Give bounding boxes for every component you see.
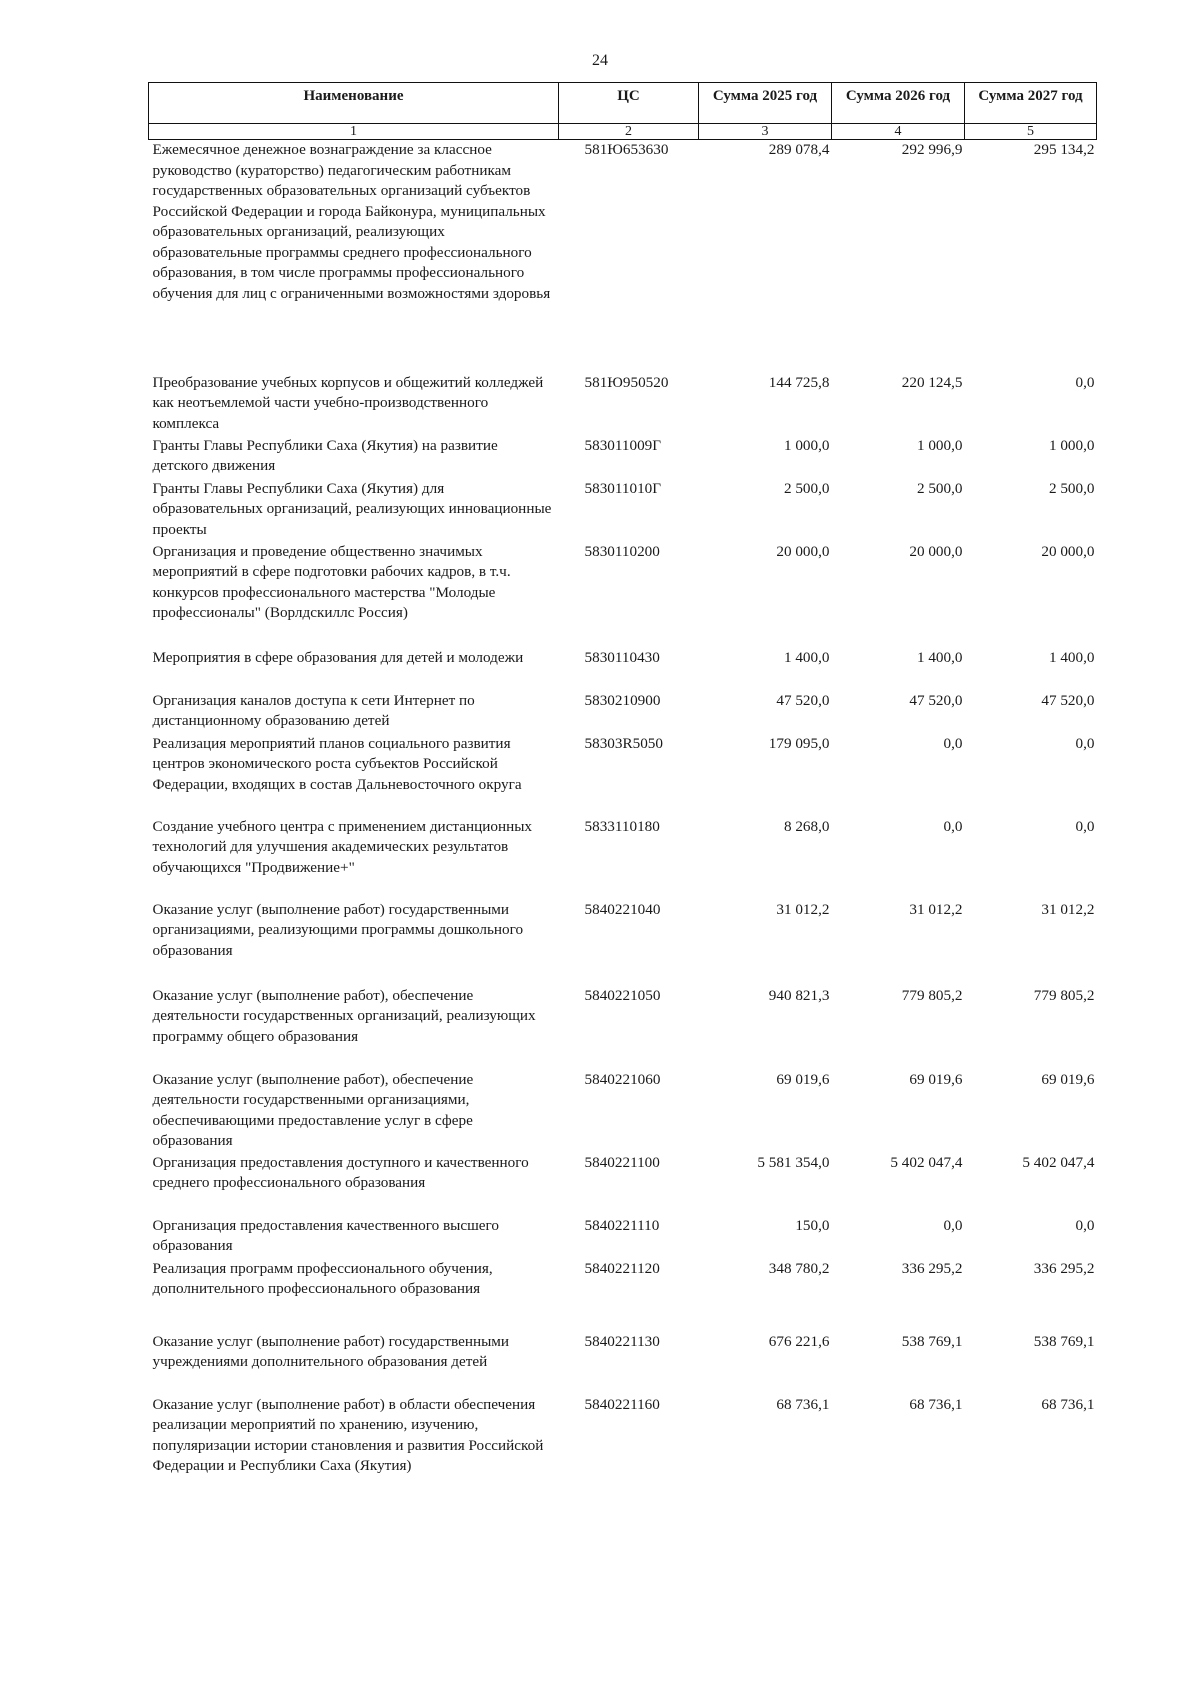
row-code: 5840221060	[584, 1070, 661, 1088]
row-sum-2026: 20 000,0	[909, 542, 963, 560]
row-code: 58303R5050	[584, 734, 663, 752]
row-sum-2025: 8 268,0	[783, 817, 830, 835]
row-sum-2025: 940 821,3	[768, 986, 830, 1004]
table-row	[149, 986, 1097, 1070]
table-row	[149, 1070, 1097, 1153]
row-name: Гранты Главы Республики Саха (Якутия) для образовательных организаций, реализующих инновационные проекты	[152, 479, 552, 538]
row-sum-2025: 179 095,0	[768, 734, 830, 752]
row-sum-2026: 779 805,2	[901, 986, 963, 1004]
table-row	[149, 542, 1097, 648]
column-number: 4	[832, 124, 965, 140]
row-name: Оказание услуг (выполнение работ), обеспечение деятельности государственными организациями, обеспечивающими предоставление услуг в сфере образования	[152, 1070, 474, 1149]
row-code: 5840221100	[584, 1153, 660, 1171]
column-number: 2	[559, 124, 699, 140]
row-sum-2025: 144 725,8	[768, 373, 830, 391]
row-sum-2027: 295 134,2	[1033, 141, 1095, 158]
row-name: Организация каналов доступа к сети Интернет по дистанционному образованию детей	[152, 691, 475, 729]
header-row	[149, 83, 1097, 124]
row-sum-2026: 31 012,2	[909, 900, 963, 918]
row-sum-2027: 336 295,2	[1033, 1259, 1095, 1277]
row-code: 583011009Г	[584, 436, 662, 454]
row-sum-2025: 150,0	[795, 1216, 830, 1234]
table-row	[149, 1332, 1097, 1395]
row-code: 5830110200	[584, 542, 660, 560]
row-sum-2026: 1 000,0	[916, 436, 963, 454]
row-code: 5840221050	[584, 986, 661, 1004]
row-sum-2027: 69 019,6	[1041, 1070, 1095, 1088]
column-number: 1	[149, 124, 559, 140]
row-name: Реализация программ профессионального обучения, дополнительного профессионального образования	[152, 1259, 493, 1297]
row-sum-2027: 2 500,0	[1048, 479, 1095, 497]
column-number-row	[149, 124, 1097, 140]
header-sum-2026: Сумма 2026 год	[832, 83, 965, 124]
row-sum-2027: 779 805,2	[1033, 986, 1095, 1004]
row-code: 5840221040	[584, 900, 661, 918]
row-name: Оказание услуг (выполнение работ), обеспечение деятельности государственных организаций, реализующих программу общего образования	[152, 986, 536, 1045]
row-sum-2027: 47 520,0	[1041, 691, 1095, 709]
row-sum-2026: 336 295,2	[901, 1259, 963, 1277]
table-row	[149, 817, 1097, 900]
row-name: Оказание услуг (выполнение работ) государственными учреждениями дополнительного образования детей	[152, 1332, 510, 1370]
row-sum-2025: 69 019,6	[776, 1070, 830, 1088]
row-code: 5830110430	[584, 648, 660, 666]
row-name: Организация и проведение общественно значимых мероприятий в сфере подготовки рабочих кадров, в т.ч. конкурсов профессионального мастерства "Молодые профессионалы" (Ворлдскиллс Россия)	[152, 542, 511, 621]
row-name: Преобразование учебных корпусов и общежитий колледжей как неотъемлемой части учебно-производственного комплекса	[152, 373, 544, 432]
row-sum-2025: 2 500,0	[783, 479, 830, 497]
row-sum-2025: 1 400,0	[783, 648, 830, 666]
table-row	[149, 140, 1097, 373]
row-sum-2027: 1 400,0	[1048, 648, 1095, 666]
row-name: Организация предоставления качественного высшего образования	[152, 1216, 499, 1254]
row-name: Оказание услуг (выполнение работ) государственными организациями, реализующими программы дошкольного образования	[152, 900, 524, 959]
header-cs: ЦС	[559, 83, 699, 124]
header-sum-2027: Сумма 2027 год	[965, 83, 1097, 124]
header-sum-2025: Сумма 2025 год	[699, 83, 832, 124]
table-row	[149, 734, 1097, 817]
row-sum-2026: 1 400,0	[916, 648, 963, 666]
row-name: Оказание услуг (выполнение работ) в области обеспечения реализации мероприятий по хранению, изучению, популяризации истории становления и развития Российской Федерации и Республики Саха (Якутия)	[152, 1395, 544, 1474]
row-sum-2027: 0,0	[1075, 373, 1095, 391]
row-name: Мероприятия в сфере образования для детей и молодежи	[152, 648, 524, 666]
table-row	[149, 1259, 1097, 1332]
row-sum-2025: 289 078,4	[768, 141, 830, 158]
row-sum-2026: 220 124,5	[901, 373, 963, 391]
row-sum-2025: 47 520,0	[776, 691, 830, 709]
table-row	[149, 900, 1097, 986]
row-sum-2027: 31 012,2	[1041, 900, 1095, 918]
row-sum-2026: 69 019,6	[909, 1070, 963, 1088]
column-number: 5	[965, 124, 1097, 140]
row-code: 5833110180	[584, 817, 660, 835]
table-row	[149, 1395, 1097, 1498]
row-sum-2025: 348 780,2	[768, 1259, 830, 1277]
row-sum-2026: 47 520,0	[909, 691, 963, 709]
row-code: 5840221130	[584, 1332, 660, 1350]
row-name: Реализация мероприятий планов социального развития центров экономического роста субъектов Российской Федерации, входящих в состав Дальневосточного округа	[152, 734, 522, 793]
row-sum-2027: 0,0	[1075, 817, 1095, 835]
table-row	[149, 373, 1097, 436]
row-sum-2025: 68 736,1	[776, 1395, 830, 1413]
row-sum-2026: 68 736,1	[909, 1395, 963, 1413]
row-sum-2025: 1 000,0	[783, 436, 830, 454]
row-code: 5840221160	[584, 1395, 660, 1413]
page-number: 24	[592, 52, 608, 69]
row-sum-2027: 68 736,1	[1041, 1395, 1095, 1413]
table-row	[149, 1216, 1097, 1259]
row-sum-2026: 0,0	[943, 817, 963, 835]
row-name: Гранты Главы Республики Саха (Якутия) на развитие детского движения	[152, 436, 498, 474]
row-code: 5840221120	[584, 1259, 660, 1277]
row-sum-2025: 5 581 354,0	[757, 1153, 830, 1171]
row-sum-2027: 20 000,0	[1041, 542, 1095, 560]
row-sum-2027: 538 769,1	[1033, 1332, 1095, 1350]
table-row	[149, 1153, 1097, 1216]
row-sum-2026: 292 996,9	[901, 141, 963, 158]
table-row	[149, 479, 1097, 542]
row-sum-2026: 538 769,1	[901, 1332, 963, 1350]
row-sum-2025: 676 221,6	[768, 1332, 830, 1350]
row-sum-2025: 31 012,2	[776, 900, 830, 918]
row-name: Ежемесячное денежное вознаграждение за классное руководство (кураторство) педагогическим работникам государственных образовательных организаций субъектов Российской Федерации и города Байконура, муниципальных образовательных организаций, реализующих образовательные программы среднего профессионального образования, в том числе программы профессионального обучения для лиц с ограниченными возможностями здоровья	[152, 141, 551, 302]
row-sum-2027: 0,0	[1075, 1216, 1095, 1234]
row-sum-2026: 5 402 047,4	[890, 1153, 963, 1171]
row-sum-2027: 5 402 047,4	[1022, 1153, 1095, 1171]
table-row	[149, 436, 1097, 479]
row-code: 583011010Г	[584, 479, 662, 497]
table-row	[149, 691, 1097, 734]
row-sum-2027: 1 000,0	[1048, 436, 1095, 454]
row-code: 5840221110	[584, 1216, 660, 1234]
row-code: 581Ю653630	[584, 141, 669, 158]
row-sum-2026: 0,0	[943, 734, 963, 752]
budget-table	[148, 82, 1097, 1498]
row-name: Организация предоставления доступного и качественного среднего профессионального образования	[152, 1153, 529, 1191]
table-row	[149, 648, 1097, 691]
row-sum-2025: 20 000,0	[776, 542, 830, 560]
row-sum-2026: 2 500,0	[916, 479, 963, 497]
row-code: 581Ю950520	[584, 373, 669, 391]
column-number: 3	[699, 124, 832, 140]
row-sum-2027: 0,0	[1075, 734, 1095, 752]
row-sum-2026: 0,0	[943, 1216, 963, 1234]
row-code: 5830210900	[584, 691, 661, 709]
header-name: Наименование	[149, 83, 559, 124]
row-name: Создание учебного центра с применением дистанционных технологий для улучшения академических результатов обучающихся "Продвижение+"	[152, 817, 533, 876]
table-body	[149, 140, 1097, 1498]
